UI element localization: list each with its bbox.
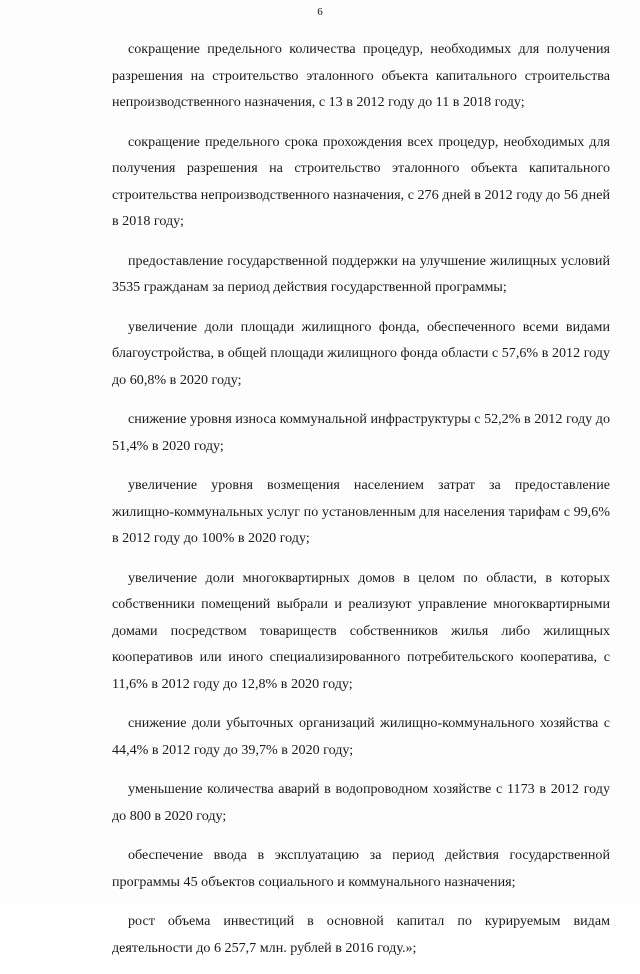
paragraph-procedures-term: сокращение предельного срока прохождения всех процедур, необходимых для получения разрешения на строительство эталонного объекта капитального строительства непроизводственного назначения, с 276 дней в 2012 году до 56 дней в 2018 году; (112, 133, 610, 229)
paragraph-procedures-count: сокращение предельного количества процедур, необходимых для получения разрешения на строительство эталонного объекта капитального строительства непроизводственного назначения, с 13 в 2012 году до 11 в 2018 году; (112, 41, 610, 110)
paragraph-infrastructure-wear: снижение уровня износа коммунальной инфраструктуры с 52,2% в 2012 году до 51,4% в 2020 году; (112, 411, 610, 454)
paragraph-apartment-management: увеличение доли многоквартирных домов в целом по области, в которых собственники помещений выбрали и реализуют управление многоквартирными домами посредством товариществ собственников жилья либо жилищных кооперативов или иного специализированного потребительского кооператива, с 11,6% в 2012 году до 12,8% в 2020 году; (112, 569, 610, 692)
paragraph-housing-support: предоставление государственной поддержки на улучшение жилищных условий 3535 гражданам за период действия государственной программы; (112, 252, 610, 295)
paragraph-commissioning: обеспечение ввода в эксплуатацию за период действия государственной программы 45 объектов социального и коммунального назначения; (112, 847, 610, 890)
paragraph-housing-amenities: увеличение доли площади жилищного фонда, обеспеченного всеми видами благоустройства, в общей площади жилищного фонда области с 57,6% в 2012 году до 60,8% в 2020 году; (112, 318, 610, 388)
page-number: 6 (317, 6, 323, 18)
paragraph-cost-recovery: увеличение уровня возмещения населением затрат за предоставление жилищно-коммунальных услуг по установленным для населения тарифам с 99,6% в 2012 году до 100% в 2020 году; (112, 477, 610, 546)
paragraph-investment-growth: рост объема инвестиций в основной капитал по курируемым видам деятельности до 6 257,7 млн. рублей в 2016 году.»; (112, 913, 610, 956)
document-body (112, 36, 610, 974)
paragraph-unprofitable-orgs: снижение доли убыточных организаций жилищно-коммунального хозяйства с 44,4% в 2012 году до 39,7% в 2020 году; (112, 715, 610, 758)
paragraph-water-accidents: уменьшение количества аварий в водопроводном хозяйстве с 1173 в 2012 году до 800 в 2020 году; (112, 781, 610, 824)
